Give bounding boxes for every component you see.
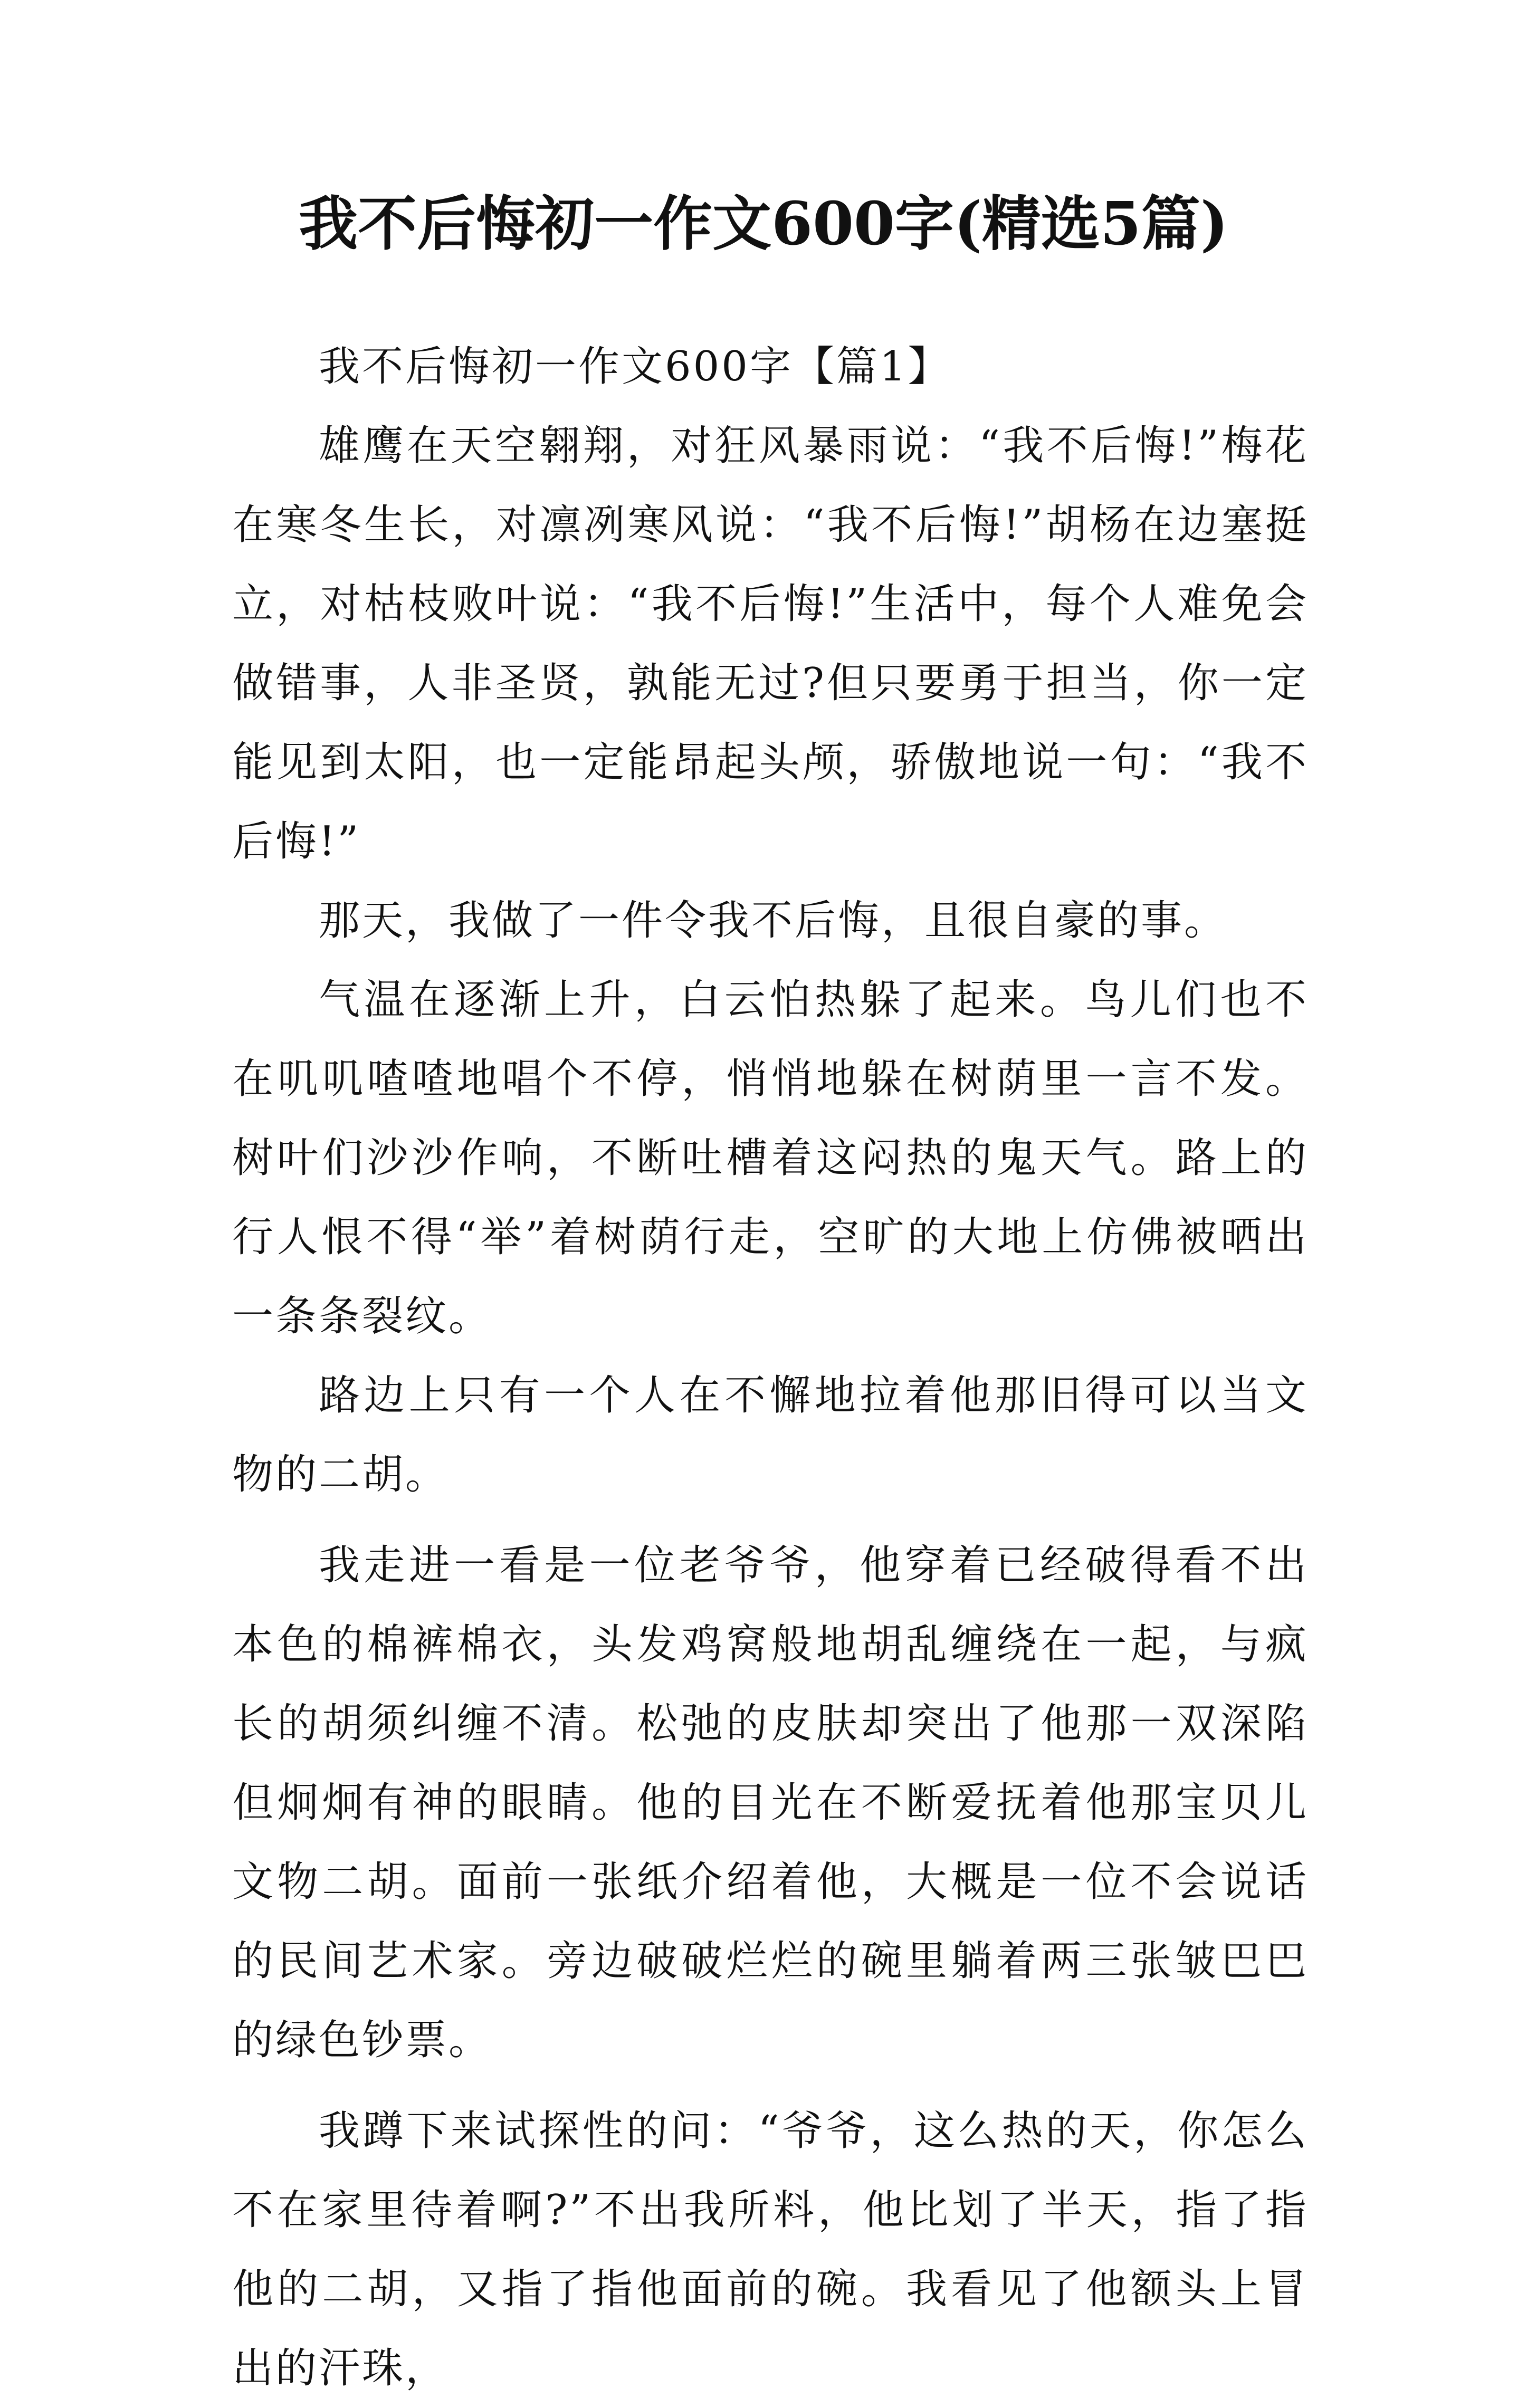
document-title: 我不后悔初一作文600字(精选5篇) xyxy=(299,189,1228,259)
section-heading: 我不后悔初一作文600字【篇1】 xyxy=(319,343,951,390)
paragraph: 我走进一看是一位老爷爷，他穿着已经破得看不出本色的棉裤棉衣，头发鸡窝般地胡乱缠绕在一起，与疯长的胡须纠缠不清。松弛的皮肤却突出了他那一双深陷但炯炯有神的眼睛。他的目光在不断爱抚着他那宝贝儿文物二胡。面前一张纸介绍着他，大概是一位不会说话的民间艺术家。旁边破破烂烂的碗里躺着两三张皱巴巴的绿色钞票。 xyxy=(232,1542,1309,2064)
paragraph: 路边上只有一个人在不懈地拉着他那旧得可以当文物的二胡。 xyxy=(232,1372,1309,1498)
paragraph: 气温在逐渐上升，白云怕热躲了起来。鸟儿们也不在叽叽喳喳地唱个不停，悄悄地躲在树荫里一言不发。树叶们沙沙作响，不断吐槽着这闷热的鬼天气。路上的行人恨不得“举”着树荫行走，空旷的大地上仿佛被晒出一条条裂纹。 xyxy=(232,976,1309,1340)
paragraph: 那天，我做了一件令我不后悔，且很自豪的事。 xyxy=(319,897,1228,944)
document-body xyxy=(232,327,1309,2408)
paragraph: 我蹲下来试探性的问：“爷爷，这么热的天，你怎么不在家里待着啊?”不出我所料，他比划了半天，指了指他的二胡，又指了指他面前的碗。我看见了他额头上冒出的汗珠， xyxy=(232,2107,1309,2392)
paragraph: 雄鹰在天空翱翔，对狂风暴雨说：“我不后悔!”梅花在寒冬生长，对凛冽寒风说：“我不后悔!”胡杨在边塞挺立，对枯枝败叶说：“我不后悔!”生活中，每个人难免会做错事，人非圣贤，孰能无过?但只要勇于担当，你一定能见到太阳，也一定能昂起头颅，骄傲地说一句：“我不后悔!” xyxy=(232,422,1309,865)
